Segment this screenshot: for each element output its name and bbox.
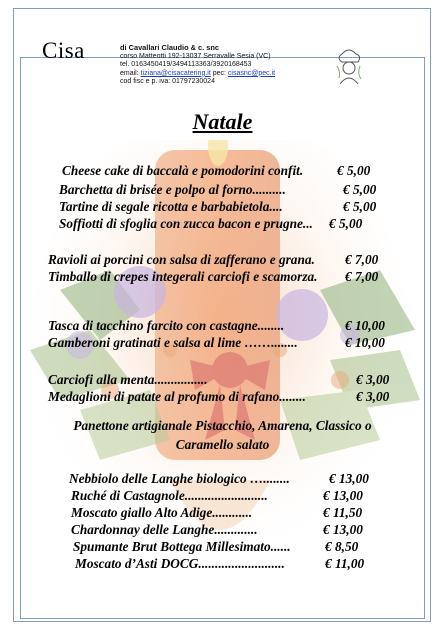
email-link[interactable]: tiziana@cisacatering.it [140, 69, 211, 77]
wine-price: € 8,50 [325, 539, 359, 554]
company-logo: Cisa [42, 38, 85, 63]
wine-price: € 11,50 [323, 505, 363, 520]
dessert-line: Panettone artigianale Pistacchio, Amarena, Classico o [73, 418, 372, 433]
wine-name: Nebbiolo delle Langhe biologico …........ [69, 471, 290, 486]
chef-sketch-icon [332, 46, 366, 86]
company-address: corso Matteotti 192-13037 Serravalle Sesia (VC) [120, 52, 271, 60]
company-info [120, 44, 275, 87]
menu-item-name: Cheese cake di baccalà e pomodorini confit. [62, 163, 304, 178]
company-name: di Cavallari Claudio & c. snc [120, 43, 219, 52]
dessert-line: Caramello salato [175, 437, 270, 452]
menu-item-name: Barchetta di brisée e polpo al forno.......... [59, 182, 286, 197]
wine-name: Moscato d’Asti DOCG.......................... [75, 556, 285, 571]
menu-item-name: Carciofi alla menta................ [48, 372, 208, 387]
wine-price: € 13,00 [329, 471, 369, 486]
menu-item-price: € 10,00 [345, 335, 385, 350]
wine-name: Chardonnay delle Langhe............. [71, 522, 258, 537]
menu-item-price: € 5,00 [343, 182, 377, 197]
menu-item-price: € 3,00 [356, 372, 390, 387]
menu-item-name: Soffiotti di sfoglia con zucca bacon e prugne... [59, 216, 313, 231]
wine-price: € 13,00 [323, 522, 363, 537]
menu-item-name: Gamberoni gratinati e salsa al lime ……........ [48, 335, 298, 350]
wine-price: € 13,00 [323, 488, 363, 503]
menu-item-name: Timballo di crepes integerali carciofi e scamorza. [48, 269, 318, 284]
pec-prefix: pec: [212, 69, 226, 77]
wine-name: Ruché di Castagnole......................... [71, 488, 268, 503]
menu-title: Natale [192, 109, 253, 134]
menu-item-price: € 10,00 [345, 318, 385, 333]
wine-name: Spumante Brut Bottega Millesimato...... [73, 539, 291, 554]
menu-item-name: Ravioli ai porcini con salsa di zafferano e grana. [48, 252, 315, 267]
menu-item-price: € 5,00 [337, 163, 371, 178]
menu-item-name: Medaglioni di patate al profumo di rafano........ [48, 389, 306, 404]
company-tax-id: cod fisc e p. iva: 01797230024 [120, 78, 215, 86]
menu-item-price: € 3,00 [356, 389, 390, 404]
wine-name: Moscato giallo Alto Adige............ [71, 505, 253, 520]
wine-price: € 11,00 [325, 556, 365, 571]
menu-item-price: € 7,00 [345, 252, 379, 267]
menu-item-price: € 5,00 [329, 216, 363, 231]
company-phones: tel. 0163450419/3494113363/3920168453 [120, 61, 252, 69]
menu-item-name: Tartine di segale ricotta e barbabietola.... [59, 199, 283, 214]
menu-item-price: € 7,00 [345, 269, 379, 284]
menu-item-name: Tasca di tacchino farcito con castagne........ [48, 318, 285, 333]
menu-item-price: € 5,00 [343, 199, 377, 214]
pec-link[interactable]: cisasnc@pec.it [227, 69, 276, 77]
email-prefix: email: [120, 69, 139, 77]
company-email-line [120, 70, 275, 79]
